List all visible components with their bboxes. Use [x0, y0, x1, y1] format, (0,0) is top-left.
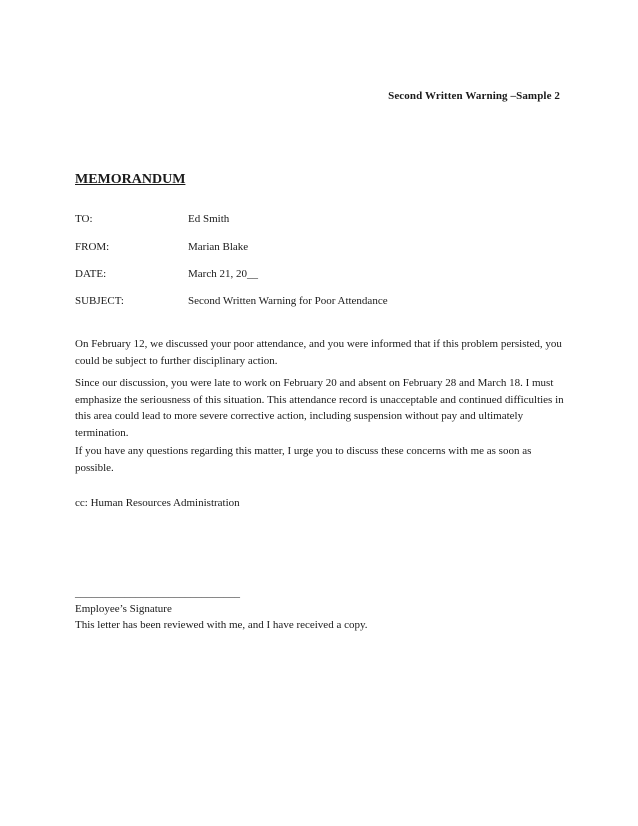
cc-line: cc: Human Resources Administration: [75, 497, 240, 509]
from-label: FROM:: [75, 241, 110, 253]
acknowledgment-text: This letter has been reviewed with me, and I have received a copy.: [75, 619, 368, 631]
to-field-row: [75, 213, 575, 229]
body-paragraph-2: Since our discussion, you were late to work on February 20 and absent on February 28 and March 18. I must emphasize the seriousness of this situation. This attendance record is unacceptable and continued difficulties in this area could lead to more severe corrective action, including suspension without pay and ultimately termination.: [75, 377, 564, 439]
to-value: Ed Smith: [188, 213, 230, 225]
subject-value: Second Written Warning for Poor Attendance: [188, 295, 388, 307]
date-value: March 21, 20__: [188, 268, 258, 280]
from-field-row: [75, 241, 575, 257]
to-label: TO:: [75, 213, 93, 225]
signature-label: Employee’s Signature: [75, 603, 172, 615]
date-label: DATE:: [75, 268, 107, 280]
from-value: Marian Blake: [188, 241, 249, 253]
signature-line: ______________________________: [75, 587, 240, 599]
document-header-title: Second Written Warning –Sample 2: [388, 90, 560, 102]
subject-field-row: [75, 295, 575, 311]
subject-label: SUBJECT:: [75, 295, 124, 307]
memorandum-heading: MEMORANDUM: [75, 172, 186, 187]
body-paragraph-1: On February 12, we discussed your poor attendance, and you were informed that if this problem persisted, you could be subject to further disciplinary action.: [75, 338, 562, 367]
body-paragraph-3: If you have any questions regarding this matter, I urge you to discuss these concerns with me as soon as possible.: [75, 445, 532, 474]
date-field-row: [75, 268, 575, 284]
